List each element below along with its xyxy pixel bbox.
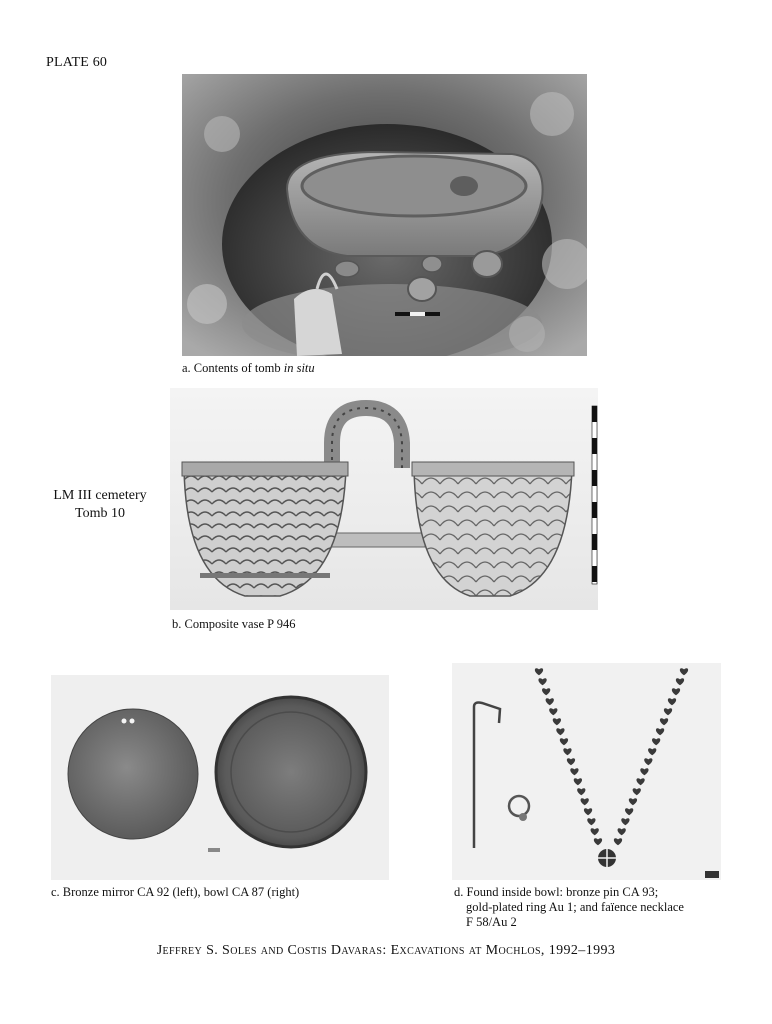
caption-c: c. Bronze mirror CA 92 (left), bowl CA 87 (right) (51, 885, 300, 899)
caption-a-italic: in situ (283, 361, 315, 375)
caption-a-text: a. Contents of tomb (182, 361, 284, 375)
cemetery-label (40, 487, 160, 523)
caption-a (182, 361, 315, 376)
photo-c-mirror-and-bowl (51, 675, 389, 880)
caption-d-line1: d. Found inside bowl: bronze pin CA 93; (454, 885, 659, 899)
plate-label: PLATE 60 (46, 55, 108, 70)
cemetery-label-line1: LM III cemetery (53, 488, 147, 503)
caption-d-line3: F 58/Au 2 (466, 915, 517, 929)
caption-d (454, 885, 754, 930)
caption-d-line2: gold-plated ring Au 1; and faïence necklace (466, 900, 684, 914)
footer-citation: Jeffrey S. Soles and Costis Davaras: Excavations at Mochlos, 1992–1993 (156, 943, 616, 958)
caption-b: b. Composite vase P 946 (172, 617, 296, 631)
photo-b-composite-vase (170, 388, 598, 610)
photo-a-tomb-in-situ (182, 74, 587, 356)
photo-d-pin-ring-necklace (452, 663, 721, 880)
cemetery-label-line2: Tomb 10 (75, 506, 125, 521)
